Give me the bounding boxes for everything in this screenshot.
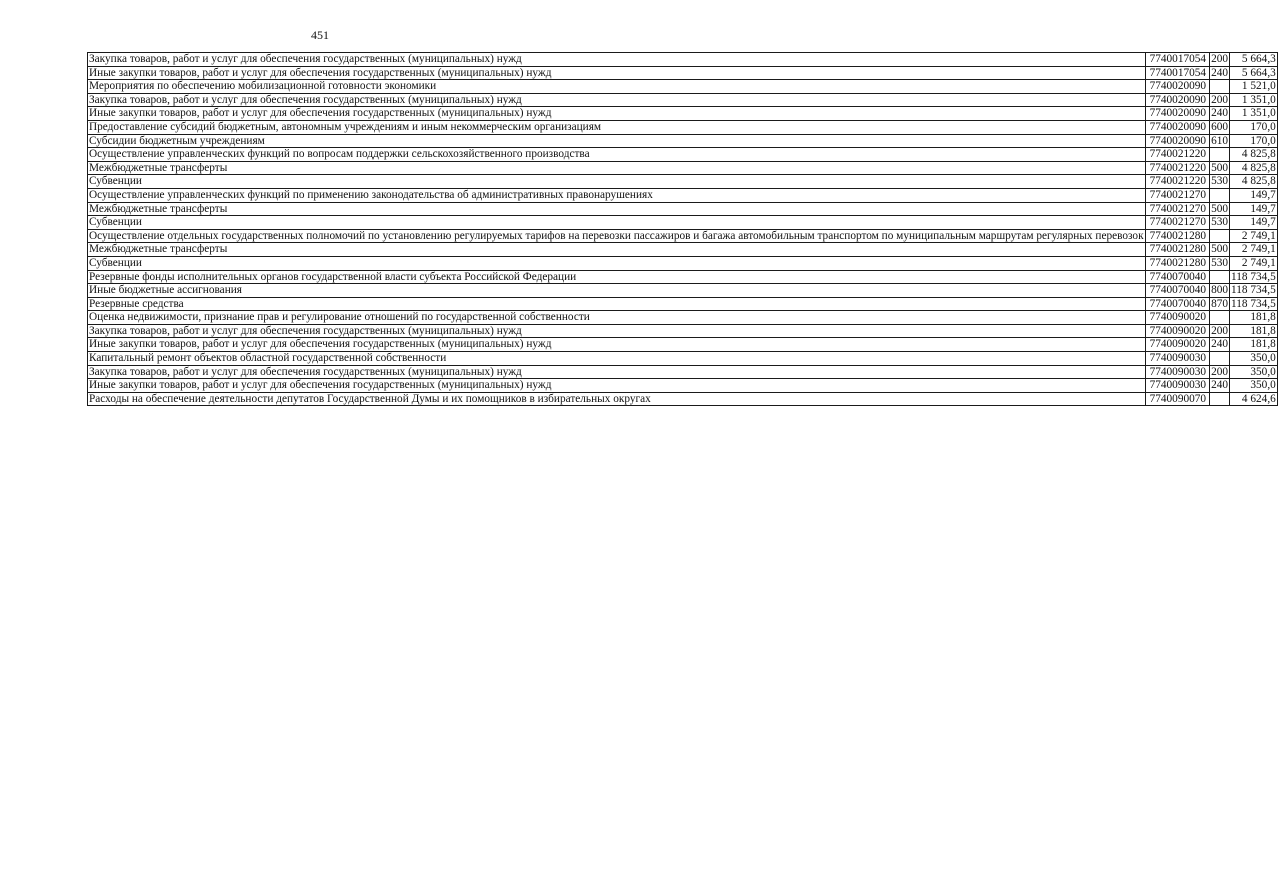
code-segment: 00 [1166,107,1178,120]
expense-type-cell [1210,80,1230,94]
table-row [88,120,1278,134]
expense-type-cell: 240 [1211,107,1229,120]
target-code [1147,311,1209,324]
code-segment: 77 [1149,229,1161,242]
target-code [1147,189,1209,202]
table-row [88,297,1278,311]
code-segment: 00 [1166,66,1178,79]
table-row [88,352,1278,366]
code-segment: 77 [1149,216,1161,229]
code-segment: 77 [1149,53,1161,65]
target-code [1147,80,1209,93]
expense-name-cell: Резервные фонды исполнительных органов государственной власти субъекта Российской Федерации [88,270,1146,284]
target-code [1147,352,1209,365]
code-segment: 77 [1149,188,1161,201]
code-segment: 77 [1149,120,1161,133]
code-segment: 77 [1149,243,1161,256]
target-code-cell [1145,202,1210,216]
expense-type-cell: 610 [1211,134,1229,147]
target-code-cell [1145,134,1210,148]
table-row [88,379,1278,393]
amount-cell: 350,0 [1230,365,1278,379]
table-row [88,188,1278,202]
code-segment: 21220 [1177,161,1207,174]
expense-name-cell: Капитальный ремонт объектов областной государственной собственности [88,352,1146,366]
target-code-cell [1145,175,1210,189]
code-segment: 90020 [1177,324,1207,337]
target-code-cell [1145,188,1210,202]
target-code-cell [1145,365,1210,379]
code-segment: 4 [1160,243,1167,256]
amount-cell: 2 749,1 [1230,243,1278,257]
code-segment: 77 [1149,134,1161,147]
expense-name-cell: Межбюджетные трансферты [88,161,1146,175]
code-segment: 4 [1160,80,1167,93]
code-segment: 90030 [1177,352,1207,365]
target-code-cell [1145,243,1210,257]
target-code-cell [1145,311,1210,325]
expense-name-cell: Субсидии бюджетным учреждениям [88,134,1146,148]
code-segment: 00 [1166,311,1178,324]
amount-cell: 1 351,0 [1230,93,1278,107]
expense-type-cell [1210,352,1230,366]
expense-type-cell [1210,229,1230,243]
target-code [1147,230,1209,243]
code-segment: 00 [1166,175,1178,188]
target-code-cell [1145,120,1210,134]
table-row [88,284,1278,298]
code-segment: 77 [1149,161,1161,174]
table-row [88,324,1278,338]
code-segment: 00 [1166,53,1178,65]
expense-name-cell: Иные закупки товаров, работ и услуг для обеспечения государственных (муниципальных) нужд [88,379,1146,393]
code-segment: 4 [1160,352,1167,365]
code-segment: 00 [1166,202,1178,215]
expense-type-cell: 200 [1211,324,1229,337]
code-segment: 00 [1166,216,1178,229]
code-segment: 4 [1160,134,1167,147]
target-code [1147,121,1209,134]
code-segment: 20090 [1177,120,1207,133]
code-segment: 77 [1149,270,1161,283]
expense-type-cell: 870 [1211,297,1229,310]
code-segment: 4 [1160,365,1167,378]
table-row [88,93,1278,107]
code-segment: 4 [1160,53,1167,65]
target-code-cell [1145,352,1210,366]
amount-cell: 4 825,8 [1230,175,1278,189]
target-code [1147,271,1209,284]
code-segment: 77 [1149,324,1161,337]
target-code [1147,284,1209,297]
code-segment: 00 [1166,148,1178,161]
code-segment: 77 [1149,352,1161,365]
table-row [88,175,1278,189]
expense-type-cell [1210,270,1230,284]
amount-cell: 350,0 [1230,352,1278,366]
table-row [88,256,1278,270]
expense-name-cell: Иные закупки товаров, работ и услуг для обеспечения государственных (муниципальных) нужд [88,66,1146,80]
target-code [1147,379,1209,392]
code-segment: 20090 [1177,80,1207,93]
page-number: 451 [311,28,329,42]
target-code [1147,325,1209,338]
code-segment: 77 [1149,93,1161,106]
code-segment: 90030 [1177,379,1207,392]
code-segment: 77 [1149,256,1161,269]
code-segment: 00 [1166,243,1178,256]
code-segment: 00 [1166,188,1178,201]
expense-name-cell: Межбюджетные трансферты [88,243,1146,257]
code-segment: 21270 [1177,188,1207,201]
code-segment: 00 [1166,270,1178,283]
target-code-cell [1145,324,1210,338]
code-segment: 70040 [1177,284,1207,297]
code-segment: 00 [1166,365,1178,378]
amount-cell: 170,0 [1230,134,1278,148]
expense-name-cell: Закупка товаров, работ и услуг для обеспечения государственных (муниципальных) нужд [88,93,1146,107]
code-segment: 21220 [1177,148,1207,161]
target-code-cell [1145,338,1210,352]
code-segment: 77 [1149,80,1161,93]
code-segment: 00 [1166,229,1178,242]
code-segment: 4 [1160,188,1167,201]
code-segment: 4 [1160,324,1167,337]
code-segment: 00 [1166,338,1178,351]
code-segment: 4 [1160,66,1167,79]
expense-type-cell: 200 [1211,93,1229,106]
code-segment: 4 [1160,107,1167,120]
code-segment: 00 [1166,256,1178,269]
table-row [88,338,1278,352]
code-segment: 4 [1160,379,1167,392]
code-segment: 4 [1160,161,1167,174]
code-segment: 90070 [1177,392,1207,405]
amount-cell: 1 521,0 [1230,80,1278,94]
expense-type-cell: 600 [1211,120,1229,133]
expense-type-cell: 240 [1211,338,1229,351]
code-segment: 21280 [1177,256,1207,269]
table-row [88,66,1278,80]
code-segment: 4 [1160,148,1167,161]
target-code-cell [1145,379,1210,393]
expense-type-cell: 500 [1211,202,1229,215]
target-code [1147,53,1209,66]
code-segment: 00 [1166,297,1178,310]
target-code [1147,175,1209,188]
table-row [88,161,1278,175]
code-segment: 77 [1149,311,1161,324]
expense-name-cell: Субвенции [88,216,1146,230]
target-code-cell [1145,93,1210,107]
target-code [1147,148,1209,161]
expense-type-cell: 500 [1211,161,1229,174]
code-segment: 20090 [1177,107,1207,120]
amount-cell: 181,8 [1230,311,1278,325]
expense-type-cell: 240 [1211,379,1229,392]
target-code [1147,243,1209,256]
target-code-cell [1145,284,1210,298]
code-segment: 17054 [1177,53,1207,65]
expense-name-cell: Иные закупки товаров, работ и услуг для обеспечения государственных (муниципальных) нужд [88,338,1146,352]
code-segment: 20090 [1177,134,1207,147]
target-code-cell [1145,161,1210,175]
expense-name-cell: Субвенции [88,175,1146,189]
table-row [88,392,1278,406]
code-segment: 00 [1166,352,1178,365]
code-segment: 00 [1166,324,1178,337]
target-code-cell [1145,256,1210,270]
expense-name-cell: Иные бюджетные ассигнования [88,284,1146,298]
table-row [88,107,1278,121]
code-segment: 00 [1166,379,1178,392]
amount-cell: 5 664,3 [1230,53,1278,67]
target-code-cell [1145,107,1210,121]
code-segment: 77 [1149,202,1161,215]
amount-cell: 118 734,5 [1231,297,1276,310]
expense-type-cell: 530 [1211,175,1229,188]
code-segment: 00 [1166,120,1178,133]
target-code [1147,94,1209,107]
amount-cell: 1 351,0 [1230,107,1278,121]
expense-name-cell: Резервные средства [88,297,1146,311]
table-row [88,134,1278,148]
amount-cell: 149,7 [1230,216,1278,230]
code-segment: 00 [1166,80,1178,93]
code-segment: 77 [1149,148,1161,161]
expense-name-cell: Закупка товаров, работ и услуг для обеспечения государственных (муниципальных) нужд [88,365,1146,379]
target-code-cell [1145,80,1210,94]
table-row [88,229,1278,243]
code-segment: 90020 [1177,338,1207,351]
expense-name-cell: Расходы на обеспечение деятельности депутатов Государственной Думы и их помощников в избирательных округах [88,392,1146,406]
target-code [1147,203,1209,216]
code-segment: 77 [1149,107,1161,120]
target-code [1147,67,1209,80]
code-segment: 90030 [1177,365,1207,378]
expense-type-cell: 800 [1211,284,1229,297]
table-row [88,148,1278,162]
table-row [88,365,1278,379]
expense-name-cell: Закупка товаров, работ и услуг для обеспечения государственных (муниципальных) нужд [88,324,1146,338]
target-code [1147,135,1209,148]
target-code [1147,366,1209,379]
expense-name-cell: Иные закупки товаров, работ и услуг для обеспечения государственных (муниципальных) нужд [88,107,1146,121]
target-code [1147,257,1209,270]
code-segment: 4 [1160,284,1167,297]
budget-table [87,52,1278,406]
target-code-cell [1145,216,1210,230]
code-segment: 70040 [1177,297,1207,310]
target-code [1147,216,1209,229]
code-segment: 77 [1149,284,1161,297]
expense-type-cell: 530 [1211,256,1229,269]
table-row [88,216,1278,230]
table-row [88,270,1278,284]
expense-type-cell: 200 [1211,53,1229,65]
code-segment: 90020 [1177,311,1207,324]
target-code-cell [1145,270,1210,284]
amount-cell: 181,8 [1230,338,1278,352]
amount-cell: 118 734,5 [1231,270,1276,283]
code-segment: 4 [1160,297,1167,310]
target-code [1147,298,1209,311]
code-segment: 77 [1149,379,1161,392]
expense-name-cell: Оценка недвижимости, признание прав и регулирование отношений по государственной собственности [88,311,1146,325]
code-segment: 4 [1160,120,1167,133]
table-row [88,243,1278,257]
code-segment: 4 [1160,93,1167,106]
expense-type-cell [1210,311,1230,325]
expense-type-cell [1210,392,1230,406]
expense-name-cell: Субвенции [88,256,1146,270]
amount-cell: 5 664,3 [1230,66,1278,80]
budget-table-body [88,53,1278,406]
target-code-cell [1145,53,1210,67]
expense-type-cell: 200 [1211,365,1229,378]
code-segment: 20090 [1177,93,1207,106]
table-row [88,53,1278,67]
expense-name-cell: Предоставление субсидий бюджетным, автономным учреждениям и иным некоммерческим организациям [88,120,1146,134]
code-segment: 77 [1149,297,1161,310]
code-segment: 77 [1149,175,1161,188]
code-segment: 4 [1160,175,1167,188]
amount-cell: 2 749,1 [1230,229,1278,243]
code-segment: 4 [1160,338,1167,351]
expense-type-cell [1210,148,1230,162]
expense-type-cell [1210,188,1230,202]
code-segment: 21220 [1177,175,1207,188]
code-segment: 21280 [1177,229,1207,242]
code-segment: 77 [1149,338,1161,351]
target-code-cell [1145,392,1210,406]
code-segment: 4 [1160,202,1167,215]
amount-cell: 149,7 [1230,188,1278,202]
amount-cell: 4 825,8 [1230,148,1278,162]
code-segment: 21270 [1177,202,1207,215]
amount-cell: 2 749,1 [1230,256,1278,270]
code-segment: 00 [1166,93,1178,106]
code-segment: 4 [1160,311,1167,324]
code-segment: 4 [1160,270,1167,283]
expense-name-cell: Межбюджетные трансферты [88,202,1146,216]
code-segment: 00 [1166,392,1178,405]
target-code [1147,162,1209,175]
expense-type-cell: 500 [1211,243,1229,256]
code-segment: 00 [1166,284,1178,297]
code-segment: 21270 [1177,216,1207,229]
target-code-cell [1145,66,1210,80]
expense-name-cell: Осуществление отдельных государственных полномочий по установлению регулируемых тарифов на перевозки пассажиров и багажа автомобильным транспортом по муниципальным маршрутам регулярных перевозок [89,229,1144,242]
target-code [1147,107,1209,120]
amount-cell: 4 624,6 [1230,392,1278,406]
table-row [88,80,1278,94]
code-segment: 4 [1160,216,1167,229]
target-code-cell [1145,297,1210,311]
expense-name-cell: Осуществление управленческих функций по вопросам поддержки сельскохозяйственного производства [88,148,1146,162]
expense-type-cell: 530 [1211,216,1229,229]
code-segment: 77 [1149,66,1161,79]
table-row [88,311,1278,325]
code-segment: 4 [1160,256,1167,269]
expense-type-cell: 240 [1211,66,1229,79]
amount-cell: 181,8 [1230,324,1278,338]
expense-name-cell: Осуществление управленческих функций по применению законодательства об административных правонарушениях [88,188,1146,202]
code-segment: 70040 [1177,270,1207,283]
code-segment: 77 [1149,365,1161,378]
expense-name-cell: Мероприятия по обеспечению мобилизационной готовности экономики [88,80,1146,94]
amount-cell: 170,0 [1230,120,1278,134]
code-segment: 4 [1160,392,1167,405]
code-segment: 00 [1166,161,1178,174]
code-segment: 21280 [1177,243,1207,256]
target-code-cell [1145,229,1210,243]
code-segment: 17054 [1177,66,1207,79]
expense-name-cell: Закупка товаров, работ и услуг для обеспечения государственных (муниципальных) нужд [88,53,1146,67]
target-code [1147,393,1209,406]
target-code-cell [1145,148,1210,162]
amount-cell: 350,0 [1230,379,1278,393]
code-segment: 4 [1160,229,1167,242]
code-segment: 77 [1149,392,1161,405]
amount-cell: 4 825,8 [1230,161,1278,175]
code-segment: 00 [1166,134,1178,147]
table-row [88,202,1278,216]
amount-cell: 149,7 [1230,202,1278,216]
target-code [1147,338,1209,351]
amount-cell: 118 734,5 [1231,284,1276,297]
